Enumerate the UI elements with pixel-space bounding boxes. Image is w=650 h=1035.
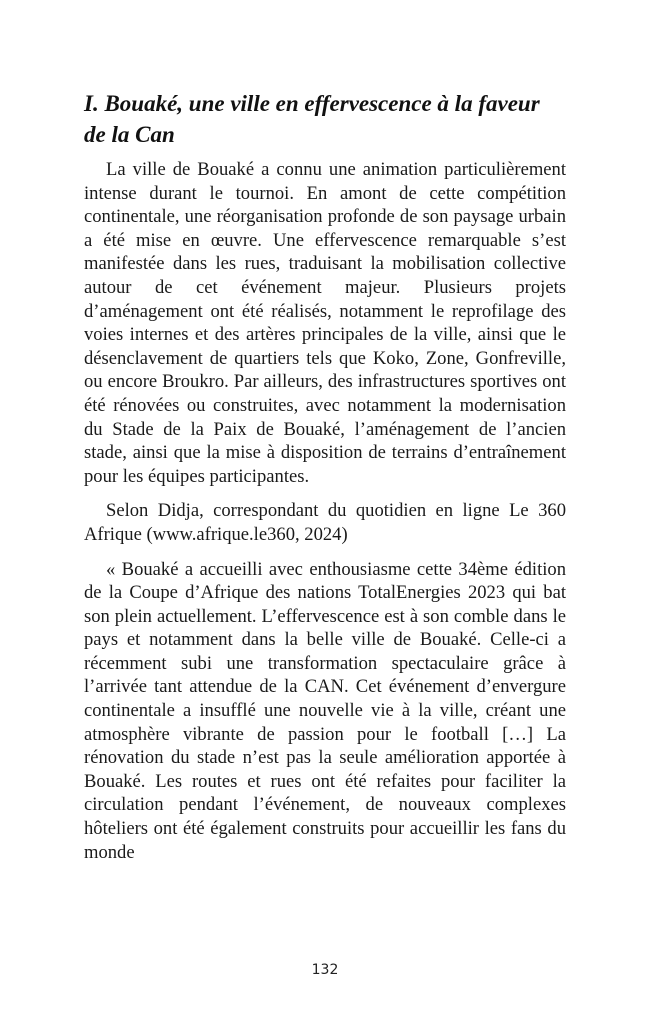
- page-number: 132: [311, 962, 339, 978]
- section-heading: I. Bouaké, une ville en effervescence à la faveur de la Can: [84, 91, 540, 147]
- paragraph-quote: « Bouaké a accueilli avec enthousiasme cette 34ème édition de la Coupe d’Afrique des nations TotalEnergies 2023 qui bat son plein actuellement. L’effervescence est à son comble dans le pays et notamment dans la belle ville de Bouaké. Celle-ci a récemment subi une transformation spectaculaire grâce à l’arrivée tant attendue de la CAN. Cet événement d’envergure continentale a insufflé une nouvelle vie à la ville, créant une atmosphère vibrante de passion pour le football […] La rénovation du stade n’est pas la seule amélioration apportée à Bouaké. Les routes et rues ont été refaites pour faciliter la circulation pendant l’événement, de nouveaux complexes hôteliers ont été également construits pour accueillir les fans du monde: [84, 558, 566, 863]
- paragraph-intro: La ville de Bouaké a connu une animation particulièrement intense durant le tournoi. En amont de cette compétition continentale, une réorganisation profonde de son paysage urbain a été mise en œuvre. Une effervescence remarquable s’est manifestée dans les rues, traduisant la mobilisation collective autour de cet événement majeur. Plusieurs projets d’aménagement ont été réalisés, notamment le reprofilage des voies internes et des artères principales de la ville, ainsi que le désenclavement de quartiers tels que Koko, Zone, Gonfreville, ou encore Broukro. Par ailleurs, des infrastructures sportives ont été rénovées ou construites, avec notamment la modernisation du Stade de la Paix de Bouaké, l’aménagement de l’ancien stade, ainsi que la mise à disposition de terrains d’entraînement pour les équipes participantes.: [84, 159, 566, 487]
- page-body: [84, 88, 566, 864]
- paragraph-source: Selon Didja, correspondant du quotidien en ligne Le 360 Afrique (www.afrique.le360, 2024): [84, 500, 566, 545]
